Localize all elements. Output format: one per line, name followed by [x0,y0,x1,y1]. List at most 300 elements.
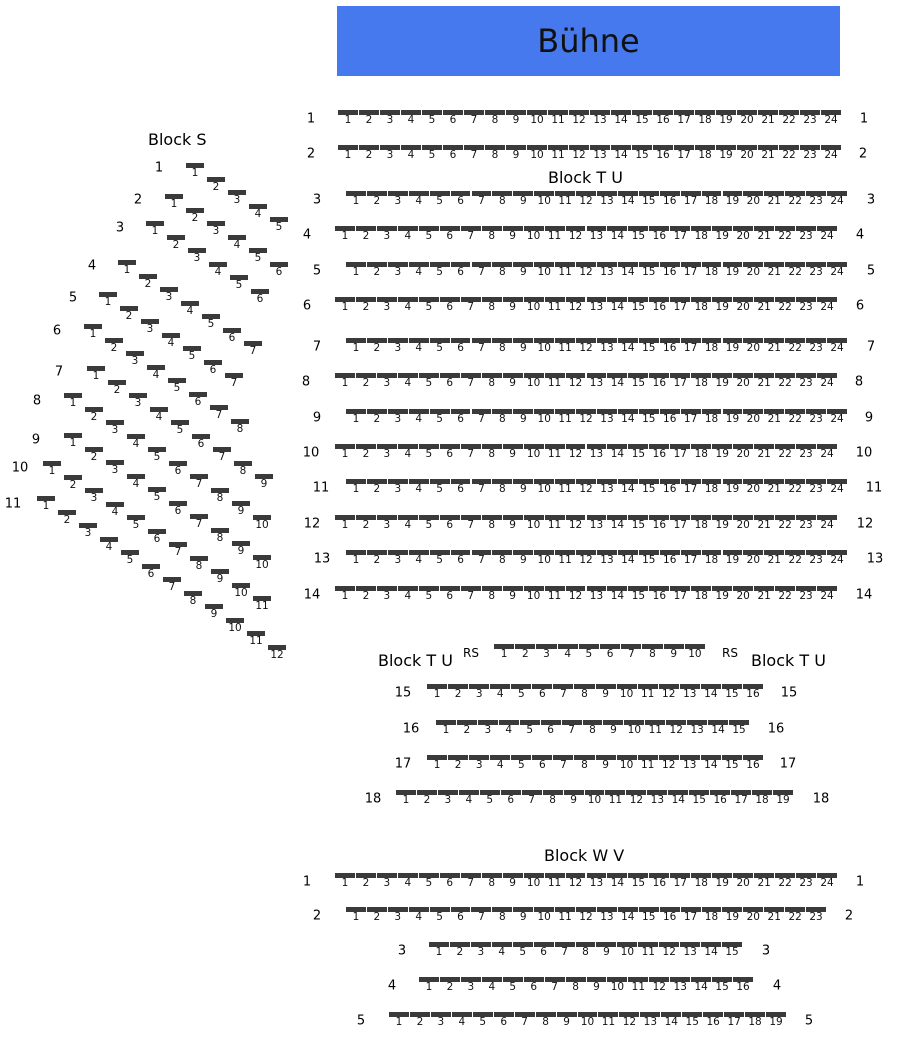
block-wv-seat[interactable] [764,907,784,924]
block-tu-seat[interactable] [691,226,711,243]
block-s-seat[interactable] [37,496,55,513]
block-tu-seat[interactable] [356,373,376,390]
block-tu-seat[interactable] [607,226,627,243]
block-tu-seat[interactable] [532,684,552,701]
block-tu-seat[interactable] [618,191,638,208]
block-tu-seat[interactable] [472,550,492,567]
block-tu-seat[interactable] [398,444,418,461]
block-tu-seat[interactable] [733,444,753,461]
block-tu-seat[interactable] [503,444,523,461]
block-s-seat[interactable] [106,420,124,437]
block-tu-seat[interactable] [548,145,568,162]
block-tu-seat[interactable] [513,550,533,567]
block-tu-seat[interactable] [806,262,826,279]
block-wv-seat[interactable] [450,942,470,959]
block-s-seat[interactable] [249,248,267,265]
block-wv-seat[interactable] [754,873,774,890]
block-tu-seat[interactable] [564,790,584,807]
block-tu-seat[interactable] [464,110,484,127]
block-tu-seat[interactable] [737,110,757,127]
block-tu-seat[interactable] [440,226,460,243]
block-tu-seat[interactable] [346,409,366,426]
block-tu-seat[interactable] [649,586,669,603]
block-tu-seat[interactable] [555,191,575,208]
block-tu-seat[interactable] [775,586,795,603]
block-wv-seat[interactable] [503,977,523,994]
block-tu-seat[interactable] [492,191,512,208]
block-tu-seat[interactable] [817,226,837,243]
block-tu-seat[interactable] [513,338,533,355]
block-tu-seat[interactable] [689,790,709,807]
block-tu-seat[interactable] [388,479,408,496]
block-s-seat[interactable] [205,604,223,621]
block-tu-seat[interactable] [827,338,847,355]
block-s-seat[interactable] [207,221,225,238]
block-tu-seat[interactable] [482,586,502,603]
block-s-seat[interactable] [84,324,102,341]
block-s-seat[interactable] [118,260,136,277]
block-tu-seat[interactable] [335,297,355,314]
block-tu-seat[interactable] [430,338,450,355]
block-tu-seat[interactable] [617,684,637,701]
block-tu-seat[interactable] [346,338,366,355]
block-wv-seat[interactable] [576,942,596,959]
block-tu-seat[interactable] [701,755,721,772]
block-tu-seat[interactable] [817,586,837,603]
block-wv-seat[interactable] [513,942,533,959]
block-wv-seat[interactable] [785,907,805,924]
block-s-seat[interactable] [190,514,208,531]
block-tu-seat[interactable] [409,550,429,567]
block-tu-seat[interactable] [485,145,505,162]
block-s-seat[interactable] [228,235,246,252]
block-tu-seat[interactable] [338,110,358,127]
block-tu-seat[interactable] [638,755,658,772]
block-wv-seat[interactable] [545,873,565,890]
block-wv-seat[interactable] [680,942,700,959]
block-tu-seat[interactable] [723,479,743,496]
block-tu-seat[interactable] [522,790,542,807]
block-tu-seat[interactable] [785,409,805,426]
block-wv-seat[interactable] [817,873,837,890]
block-tu-seat[interactable] [733,297,753,314]
block-tu-seat[interactable] [553,684,573,701]
block-tu-seat[interactable] [506,145,526,162]
block-tu-seat[interactable] [430,550,450,567]
block-tu-seat[interactable] [624,720,644,737]
block-tu-seat[interactable] [708,720,728,737]
block-tu-seat[interactable] [553,755,573,772]
block-tu-seat[interactable] [543,790,563,807]
block-tu-seat[interactable] [545,226,565,243]
block-s-seat[interactable] [64,393,82,410]
block-tu-seat[interactable] [524,226,544,243]
block-tu-seat[interactable] [754,515,774,532]
block-s-seat[interactable] [190,474,208,491]
block-s-seat[interactable] [268,645,286,662]
block-tu-seat[interactable] [723,409,743,426]
block-tu-seat[interactable] [356,586,376,603]
block-tu-seat[interactable] [555,479,575,496]
block-tu-seat[interactable] [398,297,418,314]
block-s-seat[interactable] [211,528,229,545]
block-tu-seat[interactable] [691,515,711,532]
block-wv-seat[interactable] [670,977,690,994]
block-s-seat[interactable] [234,461,252,478]
block-tu-seat[interactable] [758,145,778,162]
block-tu-seat[interactable] [409,409,429,426]
block-wv-seat[interactable] [724,1012,744,1029]
block-wv-seat[interactable] [796,873,816,890]
block-wv-seat[interactable] [628,977,648,994]
block-tu-seat[interactable] [503,373,523,390]
block-tu-seat[interactable] [639,409,659,426]
block-s-seat[interactable] [189,392,207,409]
block-tu-seat[interactable] [451,409,471,426]
block-tu-seat[interactable] [796,297,816,314]
block-tu-seat[interactable] [461,226,481,243]
block-s-seat[interactable] [253,515,271,532]
block-tu-seat[interactable] [723,191,743,208]
block-tu-seat[interactable] [524,515,544,532]
block-s-seat[interactable] [160,287,178,304]
block-tu-seat[interactable] [821,110,841,127]
block-s-seat[interactable] [225,373,243,390]
block-tu-seat[interactable] [532,755,552,772]
block-tu-seat[interactable] [691,586,711,603]
block-tu-seat[interactable] [545,586,565,603]
block-tu-seat[interactable] [443,145,463,162]
block-tu-seat[interactable] [359,110,379,127]
block-tu-seat[interactable] [440,297,460,314]
block-tu-seat[interactable] [566,586,586,603]
block-tu-seat[interactable] [398,226,418,243]
block-tu-seat[interactable] [566,444,586,461]
block-wv-seat[interactable] [492,942,512,959]
block-tu-seat[interactable] [702,338,722,355]
block-tu-seat[interactable] [566,373,586,390]
block-tu-seat[interactable] [377,515,397,532]
block-tu-seat[interactable] [618,479,638,496]
block-tu-seat[interactable] [796,444,816,461]
block-tu-seat[interactable] [670,373,690,390]
block-s-seat[interactable] [106,460,124,477]
block-tu-seat[interactable] [356,515,376,532]
block-tu-seat[interactable] [681,338,701,355]
block-tu-seat[interactable] [590,145,610,162]
block-tu-seat[interactable] [806,338,826,355]
block-tu-seat[interactable] [587,515,607,532]
block-tu-seat[interactable] [440,373,460,390]
block-s-seat[interactable] [58,510,76,527]
block-tu-seat[interactable] [398,373,418,390]
block-wv-seat[interactable] [597,907,617,924]
block-tu-seat[interactable] [436,720,456,737]
block-tu-seat[interactable] [388,191,408,208]
block-tu-seat[interactable] [743,479,763,496]
block-tu-seat[interactable] [827,550,847,567]
block-s-seat[interactable] [129,393,147,410]
block-tu-seat[interactable] [448,684,468,701]
block-tu-seat[interactable] [597,338,617,355]
block-tu-seat[interactable] [401,110,421,127]
block-wv-seat[interactable] [712,977,732,994]
block-tu-seat[interactable] [733,515,753,532]
block-s-seat[interactable] [253,555,271,572]
block-tu-seat[interactable] [555,550,575,567]
block-tu-seat[interactable] [417,790,437,807]
block-tu-seat[interactable] [653,110,673,127]
block-tu-seat[interactable] [737,145,757,162]
block-wv-seat[interactable] [419,977,439,994]
block-s-seat[interactable] [190,556,208,573]
block-wv-seat[interactable] [660,907,680,924]
block-wv-seat[interactable] [492,907,512,924]
block-wv-seat[interactable] [356,873,376,890]
block-tu-seat[interactable] [670,515,690,532]
block-tu-seat[interactable] [480,790,500,807]
block-tu-seat[interactable] [764,409,784,426]
block-tu-seat[interactable] [482,444,502,461]
block-wv-seat[interactable] [775,873,795,890]
block-tu-seat[interactable] [527,145,547,162]
block-tu-seat[interactable] [335,515,355,532]
block-tu-seat[interactable] [785,262,805,279]
block-tu-seat[interactable] [611,145,631,162]
block-tu-seat[interactable] [712,444,732,461]
block-tu-seat[interactable] [555,409,575,426]
block-wv-seat[interactable] [534,942,554,959]
block-tu-seat[interactable] [472,479,492,496]
block-tu-seat[interactable] [695,145,715,162]
block-tu-seat[interactable] [396,790,416,807]
block-s-seat[interactable] [247,631,265,648]
block-wv-seat[interactable] [607,873,627,890]
block-tu-seat[interactable] [764,191,784,208]
block-tu-seat[interactable] [534,479,554,496]
block-tu-seat[interactable] [617,755,637,772]
block-tu-seat[interactable] [576,550,596,567]
block-tu-seat[interactable] [513,191,533,208]
block-wv-seat[interactable] [335,873,355,890]
block-tu-seat[interactable] [680,755,700,772]
block-s-seat[interactable] [127,474,145,491]
block-tu-seat[interactable] [687,720,707,737]
block-s-seat[interactable] [99,292,117,309]
block-s-seat[interactable] [251,289,269,306]
block-tu-seat[interactable] [457,720,477,737]
block-tu-seat[interactable] [367,191,387,208]
block-tu-seat[interactable] [409,479,429,496]
block-tu-seat[interactable] [806,479,826,496]
block-tu-seat[interactable] [346,191,366,208]
block-tu-seat[interactable] [779,145,799,162]
block-tu-seat[interactable] [639,191,659,208]
block-tu-seat[interactable] [451,550,471,567]
block-tu-seat[interactable] [645,720,665,737]
block-tu-seat[interactable] [367,479,387,496]
block-tu-seat[interactable] [451,262,471,279]
block-tu-seat[interactable] [754,444,774,461]
block-tu-seat[interactable] [712,297,732,314]
block-wv-seat[interactable] [638,942,658,959]
block-s-seat[interactable] [202,314,220,331]
block-tu-seat[interactable] [499,720,519,737]
block-tu-seat[interactable] [524,444,544,461]
block-tu-seat[interactable] [597,191,617,208]
block-s-seat[interactable] [168,378,186,395]
block-tu-seat[interactable] [712,586,732,603]
block-tu-seat[interactable] [743,338,763,355]
block-tu-seat[interactable] [743,755,763,772]
block-s-seat[interactable] [211,569,229,586]
block-tu-seat[interactable] [492,262,512,279]
block-tu-seat[interactable] [419,515,439,532]
block-tu-seat[interactable] [380,110,400,127]
block-tu-seat[interactable] [555,338,575,355]
block-tu-seat[interactable] [680,684,700,701]
block-tu-seat[interactable] [377,373,397,390]
block-tu-seat[interactable] [356,226,376,243]
block-tu-seat[interactable] [773,790,793,807]
block-wv-seat[interactable] [566,977,586,994]
block-tu-seat[interactable] [583,720,603,737]
block-wv-seat[interactable] [576,907,596,924]
block-tu-seat[interactable] [335,373,355,390]
block-s-seat[interactable] [79,523,97,540]
block-s-seat[interactable] [148,487,166,504]
block-tu-seat[interactable] [545,444,565,461]
block-tu-seat[interactable] [524,373,544,390]
block-wv-seat[interactable] [440,977,460,994]
block-tu-seat[interactable] [702,550,722,567]
block-tu-seat[interactable] [618,262,638,279]
block-tu-seat[interactable] [674,110,694,127]
block-tu-seat[interactable] [569,110,589,127]
block-tu-seat[interactable] [681,479,701,496]
block-s-seat[interactable] [100,537,118,554]
block-s-seat[interactable] [232,583,250,600]
block-tu-seat[interactable] [796,515,816,532]
block-s-seat[interactable] [105,338,123,355]
block-tu-seat[interactable] [482,373,502,390]
block-tu-seat[interactable] [513,262,533,279]
block-tu-seat[interactable] [555,262,575,279]
block-tu-seat[interactable] [448,755,468,772]
block-tu-seat[interactable] [775,297,795,314]
block-wv-seat[interactable] [619,1012,639,1029]
block-wv-seat[interactable] [702,907,722,924]
block-tu-seat[interactable] [472,338,492,355]
block-tu-seat[interactable] [520,720,540,737]
block-wv-seat[interactable] [639,907,659,924]
block-tu-seat[interactable] [597,409,617,426]
block-tu-seat[interactable] [733,226,753,243]
block-tu-seat[interactable] [377,586,397,603]
block-wv-seat[interactable] [743,907,763,924]
block-tu-seat[interactable] [438,790,458,807]
block-tu-seat[interactable] [649,373,669,390]
block-tu-seat[interactable] [702,191,722,208]
block-tu-seat[interactable] [775,515,795,532]
block-tu-seat[interactable] [443,110,463,127]
block-tu-seat[interactable] [430,479,450,496]
block-tu-seat[interactable] [346,550,366,567]
block-tu-seat[interactable] [409,338,429,355]
block-s-seat[interactable] [148,447,166,464]
block-tu-seat[interactable] [367,338,387,355]
block-tu-seat[interactable] [701,684,721,701]
block-wv-seat[interactable] [545,977,565,994]
block-tu-seat[interactable] [800,145,820,162]
block-tu-seat[interactable] [764,550,784,567]
block-tu-seat[interactable] [545,515,565,532]
block-tu-seat[interactable] [587,297,607,314]
block-wv-seat[interactable] [482,977,502,994]
block-tu-seat[interactable] [422,145,442,162]
block-tu-seat[interactable] [596,755,616,772]
block-tu-seat[interactable] [346,479,366,496]
block-s-seat[interactable] [85,407,103,424]
block-tu-seat[interactable] [492,550,512,567]
block-tu-seat[interactable] [482,297,502,314]
block-tu-seat[interactable] [626,790,646,807]
block-tu-seat[interactable] [478,720,498,737]
block-tu-seat[interactable] [681,262,701,279]
block-tu-seat[interactable] [427,684,447,701]
block-s-seat[interactable] [184,591,202,608]
block-tu-seat[interactable] [534,262,554,279]
block-wv-seat[interactable] [766,1012,786,1029]
block-tu-seat[interactable] [712,226,732,243]
block-tu-seat[interactable] [649,444,669,461]
block-s-seat[interactable] [249,204,267,221]
block-wv-seat[interactable] [471,907,491,924]
block-tu-seat[interactable] [775,444,795,461]
block-wv-seat[interactable] [722,942,742,959]
block-tu-seat[interactable] [490,755,510,772]
block-tu-seat[interactable] [335,226,355,243]
block-tu-seat[interactable] [712,373,732,390]
block-tu-seat[interactable] [800,110,820,127]
block-tu-seat[interactable] [451,479,471,496]
block-wv-seat[interactable] [515,1012,535,1029]
block-tu-seat[interactable] [764,338,784,355]
block-tu-seat[interactable] [469,684,489,701]
block-tu-seat[interactable] [723,338,743,355]
block-tu-seat[interactable] [576,191,596,208]
block-wv-seat[interactable] [661,1012,681,1029]
block-tu-seat[interactable] [485,110,505,127]
block-tu-seat[interactable] [338,145,358,162]
block-wv-seat[interactable] [473,1012,493,1029]
block-wv-seat[interactable] [482,873,502,890]
block-s-seat[interactable] [192,434,210,451]
block-tu-seat[interactable] [628,373,648,390]
block-tu-seat[interactable] [482,515,502,532]
block-tu-seat[interactable] [691,373,711,390]
block-wv-seat[interactable] [703,1012,723,1029]
block-tu-seat[interactable] [743,684,763,701]
block-tu-seat[interactable] [681,409,701,426]
block-tu-seat[interactable] [681,191,701,208]
block-tu-rs-seat[interactable] [685,644,705,661]
block-tu-seat[interactable] [628,297,648,314]
block-tu-seat[interactable] [668,790,688,807]
block-tu-seat[interactable] [618,550,638,567]
block-tu-seat[interactable] [461,444,481,461]
block-tu-seat[interactable] [346,262,366,279]
